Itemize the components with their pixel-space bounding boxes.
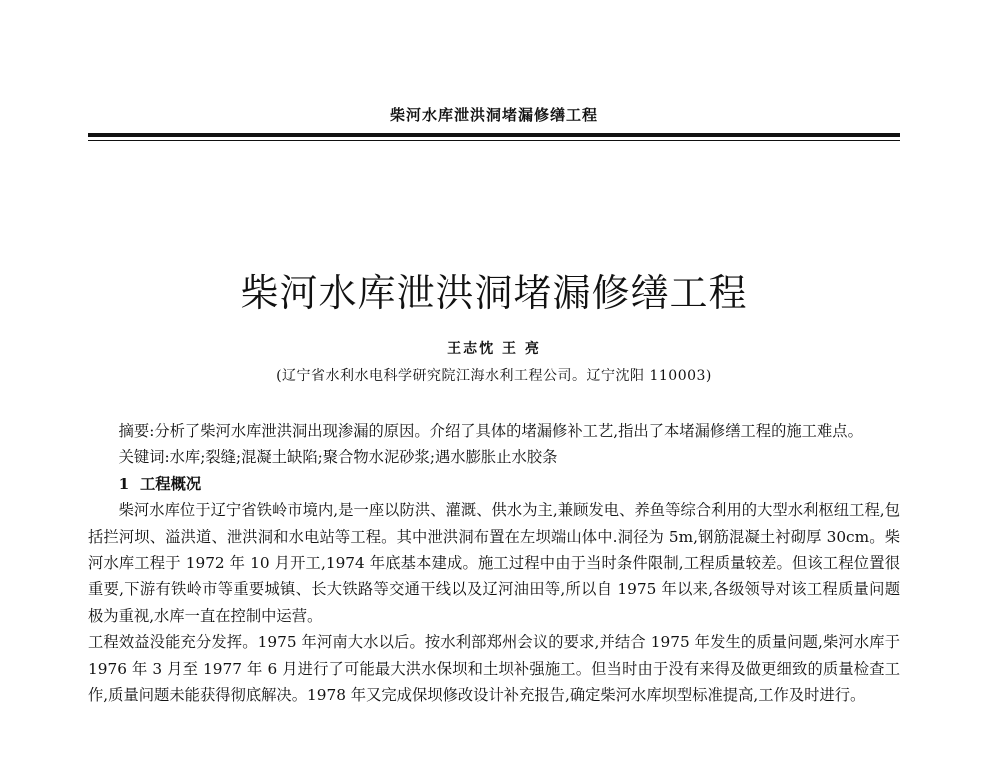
header-rule-thick [88,133,900,137]
section-number: 1 [118,474,130,493]
running-header: 柴河水库泄洪洞堵漏修缮工程 [389,106,598,124]
keywords: 关键词:水库;裂缝;混凝土缺陷;聚合物水泥砂浆;遇水膨胀止水胶条 [118,448,558,467]
body-paragraph-1: 柴河水库位于辽宁省铁岭市境内,是一座以防洪、灌溉、供水为主,兼顾发电、养鱼等综合利用的大型水利枢纽工程,包括拦河坝、溢洪道、泄洪洞和水电站等工程。其中泄洪洞布置在左坝端山体中.洞径为 5m,钢筋混凝土衬砌厚 30cm。柴河水库工程于 1972 年 10 月开工,1974 年底基本建成。施工过程中由于当时条件限制,工程质量较差。但该工程位置很重要,下游有铁岭市等重要城镇、长大铁路等交通干线以及辽河油田等,所以自 1975 年以来,各级领导对该工程质量问题极为重视,水库一直在控制中运营。 [88,501,900,625]
article-body [88,418,900,708]
header-rule-thin [88,140,900,141]
section-title: 工程概况 [140,474,202,493]
section-heading [88,471,900,497]
authors: 王志忱 王 亮 [447,341,541,357]
body-paragraph-2: 工程效益没能充分发挥。1975 年河南大水以后。按水利部郑州会议的要求,并结合 1975 年发生的质量问题,柴河水库于 1976 年 3 月至 1977 年 6 月进行了可能最大洪水保坝和土坝补强施工。但当时由于没有来得及做更细致的质量检查工作,质量问题未能获得彻底解决。1978 年又完成保坝修改设计补充报告,确定柴河水库坝型标准提高,工作及时进行。 [88,633,900,705]
affiliation: (辽宁省水利水电科学研究院江海水利工程公司。辽宁沈阳 110003) [276,368,712,384]
article-title: 柴河水库泄洪洞堵漏修缮工程 [240,271,748,315]
abstract: 摘要:分析了柴河水库泄洪洞出现渗漏的原因。介绍了具体的堵漏修补工艺,指出了本堵漏修缮工程的施工难点。 [118,422,863,440]
